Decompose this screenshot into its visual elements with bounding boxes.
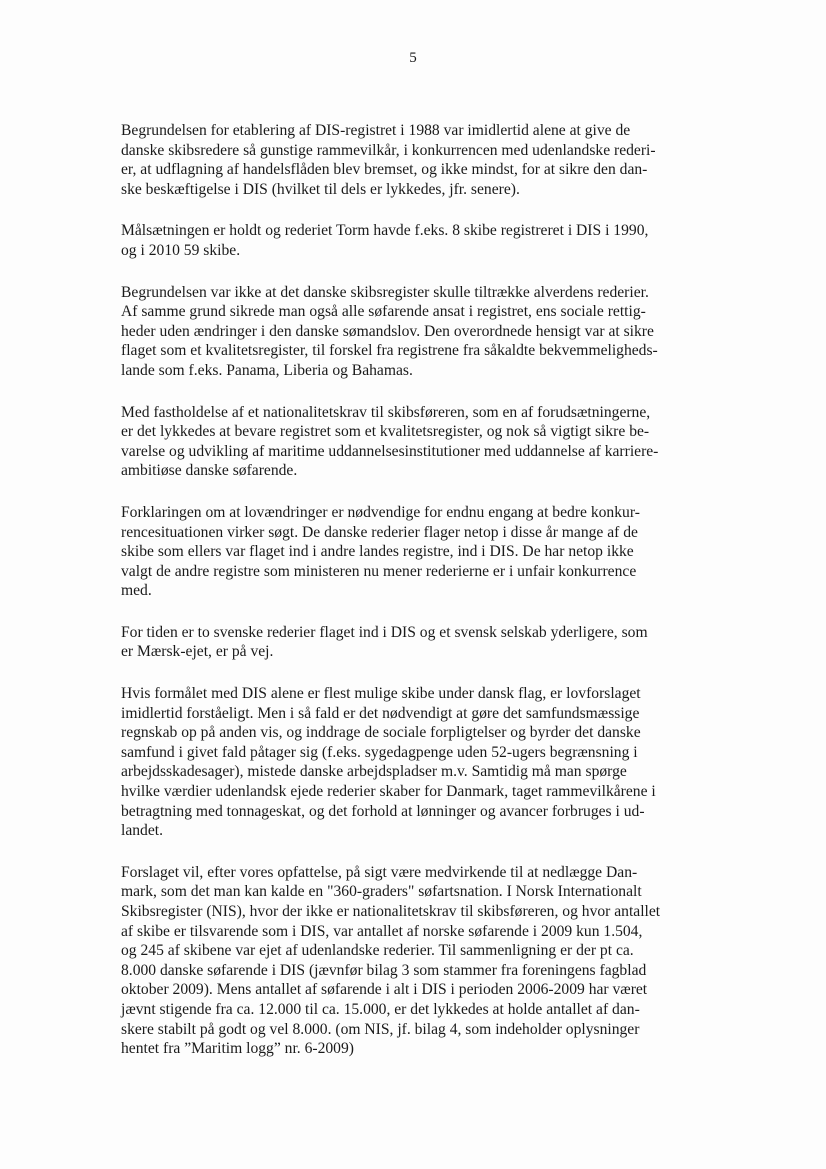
text-line: Begrundelsen for etablering af DIS-registret i 1988 var imidlertid alene at give de (121, 122, 631, 139)
paragraph-6 (121, 623, 689, 662)
text-line: og i 2010 59 skibe. (121, 241, 241, 259)
text-line: heder uden ændringer i den danske sømandslov. Den overordnede hensigt var at sikre (121, 322, 654, 340)
text-line: skibe som ellers var flaget ind i andre landes registre, ind i DIS. De har netop ikke (121, 543, 634, 561)
text-line: 8.000 danske søfarende i DIS (jævnfør bilag 3 som stammer fra foreningens fagblad (121, 961, 647, 979)
text-line: Målsætningen er holdt og rederiet Torm havde f.eks. 8 skibe registreret i DIS i 1990, (121, 222, 649, 240)
text-line: flaget som et kvalitetsregister, til forskel fra registrene fra såkaldte bekvemmeligheds- (121, 342, 658, 360)
paragraph-2 (121, 221, 689, 260)
text-line: danske skibsredere så gunstige rammevilkår, i konkurrencen med udenlandske rederi- (121, 141, 656, 159)
text-line: Skibsregister (NIS), hvor der ikke er nationalitetskrav til skibsføreren, og hvor antallet (121, 903, 661, 920)
text-line: hvilke værdier udenlandsk ejede rederier skaber for Danmark, taget rammevilkårene i (121, 783, 656, 801)
text-line: landet. (121, 822, 163, 840)
text-line: valgt de andre registre som ministeren nu mener rederierne er i unfair konkurrence (121, 562, 637, 580)
text-line: Af samme grund sikrede man også alle søfarende ansat i registret, ens sociale rettig- (121, 303, 646, 321)
text-line: rencesituationen virker søgt. De danske rederier flager netop i disse år mange af de (121, 523, 638, 541)
paragraph-4 (121, 403, 689, 481)
paragraph-3 (121, 283, 689, 381)
text-line: Forslaget vil, efter vores opfattelse, på sigt være medvirkende til at nedlægge Dan- (121, 863, 638, 881)
text-line: oktober 2009). Mens antallet af søfarende i alt i DIS i perioden 2006-2009 har været (121, 981, 648, 999)
text-line: Begrundelsen var ikke at det danske skibsregister skulle tiltrække alverdens rederier. (121, 283, 649, 301)
text-line: skere stabilt på godt og vel 8.000. (om NIS, jf. bilag 4, som indeholder oplysninger (121, 1020, 640, 1038)
paragraph-8 (121, 863, 689, 1059)
text-line: med. (121, 582, 152, 600)
document-body (121, 121, 689, 1081)
text-line: regnskab op på anden vis, og inddrage de sociale forpligtelser og byrder det danske (121, 724, 641, 742)
text-line: lande som f.eks. Panama, Liberia og Bahamas. (121, 361, 413, 379)
paragraph-1 (121, 121, 689, 199)
text-line: jævnt stigende fra ca. 12.000 til ca. 15.000, er det lykkedes at holde antallet af dan- (121, 1000, 640, 1018)
text-line: ambitiøse danske søfarende. (121, 462, 298, 480)
text-line: er, at udflagning af handelsflåden blev bremset, og ikke mindst, for at sikre den dan- (121, 161, 648, 179)
text-line: er Mærsk-ejet, er på vej. (121, 643, 274, 661)
text-line: er det lykkedes at bevare registret som et kvalitetsregister, og nok så vigtigt sikre be- (121, 423, 650, 441)
text-line: arbejdsskadesager), mistede danske arbejdspladser m.v. Samtidig må man spørge (121, 763, 627, 781)
text-line: Hvis formålet med DIS alene er flest mulige skibe under dansk flag, er lovforslaget (121, 685, 641, 703)
text-line: ske beskæftigelse i DIS (hvilket til dels er lykkedes, jfr. senere). (121, 180, 520, 198)
text-line: imidlertid forståeligt. Men i så fald er det nødvendigt at gøre det samfundsmæssige (121, 704, 640, 722)
text-line: betragtning med tonnageskat, og det forhold at lønninger og avancer forbruges i ud- (121, 802, 645, 820)
text-line: mark, som det man kan kalde en "360-graders" søfartsnation. I Norsk Internationalt (121, 883, 642, 901)
text-line: af skibe er tilsvarende som i DIS, var antallet af norske søfarende i 2009 kun 1.504, (121, 922, 643, 940)
page-number: 5 (409, 50, 417, 66)
text-line: Med fastholdelse af et nationalitetskrav til skibsføreren, som en af forudsætningerne, (121, 403, 651, 421)
text-line: For tiden er to svenske rederier flaget ind i DIS og et svensk selskab yderligere, som (121, 623, 648, 641)
text-line: hentet fra ”Maritim logg” nr. 6-2009) (121, 1040, 354, 1058)
text-line: varelse og udvikling af maritime uddannelsesinstitutioner med uddannelse af karriere- (121, 442, 659, 460)
text-line: Forklaringen om at lovændringer er nødvendige for endnu engang at bedre konkur- (121, 503, 640, 521)
text-line: samfund i givet fald påtager sig (f.eks. sygedagpenge uden 52-ugers begrænsning i (121, 743, 638, 761)
paragraph-7 (121, 684, 689, 841)
text-line: og 245 af skibene var ejet af udenlandske rederier. Til sammenligning er der pt ca. (121, 942, 634, 960)
paragraph-5 (121, 503, 689, 601)
